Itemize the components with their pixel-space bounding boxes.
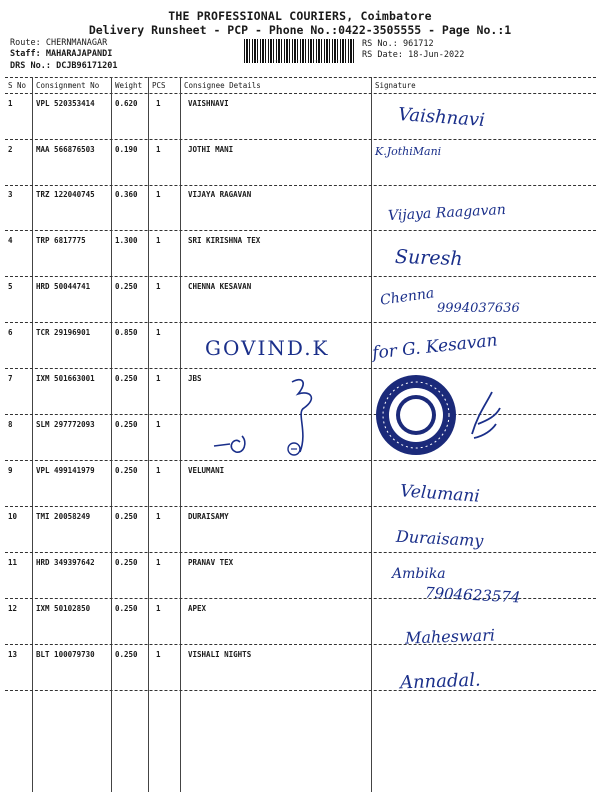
row-pcs: 1 bbox=[156, 190, 161, 199]
row-weight: 0.250 bbox=[115, 420, 138, 429]
row-consignment-no: BLT 100079730 bbox=[36, 650, 95, 659]
row-consignee: JOTHI MANI bbox=[188, 145, 234, 154]
row-sno: 8 bbox=[8, 420, 13, 429]
row-sno: 5 bbox=[8, 282, 13, 291]
row-pcs: 1 bbox=[156, 236, 161, 245]
rs-date-line: RS Date: 18-Jun-2022 bbox=[362, 50, 465, 60]
row-weight: 0.250 bbox=[115, 282, 138, 291]
row-consignee: SRI KIRISHNA TEX bbox=[188, 236, 261, 245]
runsheet-subtitle: Delivery Runsheet - PCP - Phone No.:0422-3505555 - Page No.:1 bbox=[88, 23, 512, 37]
row-pcs: 1 bbox=[156, 558, 161, 567]
row-pcs: 1 bbox=[156, 145, 161, 154]
row-consignment-no: VPL 499141979 bbox=[36, 466, 95, 475]
handwritten-signature: for G. Kesavan bbox=[371, 330, 499, 364]
row-consignment-no: HRD 50044741 bbox=[36, 282, 91, 291]
row-separator bbox=[5, 644, 596, 645]
row-consignment-no: TCR 29196901 bbox=[36, 328, 91, 337]
row-pcs: 1 bbox=[156, 328, 161, 337]
row-consignment-no: VPL 520353414 bbox=[36, 99, 95, 108]
row-sno: 6 bbox=[8, 328, 13, 337]
handwritten-signature: Chenna bbox=[379, 285, 436, 309]
route-value: CHERNMANAGAR bbox=[45, 38, 108, 48]
route-line: Route: CHERNMANAGAR bbox=[10, 38, 108, 48]
handwritten-name: GOVIND.K bbox=[205, 336, 330, 360]
rs-no-value: 961712 bbox=[402, 39, 434, 49]
row-consignment-no: MAA 566876503 bbox=[36, 145, 95, 154]
row-weight: 0.190 bbox=[115, 145, 138, 154]
col-header-signature: Signature bbox=[375, 81, 416, 90]
staff-value: MAHARAJAPANDI bbox=[45, 49, 113, 59]
rs-date-value: 18-Jun-2022 bbox=[408, 50, 465, 60]
row-pcs: 1 bbox=[156, 512, 161, 521]
row-separator bbox=[5, 368, 596, 369]
row-sno: 1 bbox=[8, 99, 13, 108]
row-consignee: VISHALI NIGHTS bbox=[188, 650, 252, 659]
row-separator bbox=[5, 322, 596, 323]
row-separator bbox=[5, 139, 596, 140]
row-sno: 9 bbox=[8, 466, 13, 475]
row-separator bbox=[5, 552, 596, 553]
row-pcs: 1 bbox=[156, 420, 161, 429]
handwritten-phone: 9994037636 bbox=[437, 301, 520, 316]
row-sno: 11 bbox=[8, 558, 18, 567]
row-sno: 3 bbox=[8, 190, 13, 199]
handwritten-scribble bbox=[200, 372, 350, 472]
drs-line: DRS No.: DCJB96171201 bbox=[10, 61, 118, 71]
row-consignment-no: IXM 501663001 bbox=[36, 374, 95, 383]
row-sno: 13 bbox=[8, 650, 18, 659]
row-sno: 12 bbox=[8, 604, 18, 613]
row-weight: 0.250 bbox=[115, 604, 138, 613]
row-pcs: 1 bbox=[156, 99, 161, 108]
row-pcs: 1 bbox=[156, 466, 161, 475]
row-separator bbox=[5, 230, 596, 231]
rs-no-line: RS No.: 961712 bbox=[362, 39, 434, 49]
drs-value: DCJB96171201 bbox=[56, 61, 118, 71]
table-header-rule bbox=[5, 93, 596, 94]
handwritten-signature: Duraisamy bbox=[395, 526, 484, 551]
company-title: THE PROFESSIONAL COURIERS, Coimbatore bbox=[168, 9, 432, 23]
company-stamp-icon bbox=[374, 373, 458, 457]
row-separator bbox=[5, 276, 596, 277]
handwritten-signature: Ambika bbox=[392, 566, 446, 582]
col-header-consignee: Consignee Details bbox=[184, 81, 261, 90]
col-header-pcs: PCS bbox=[152, 81, 166, 90]
row-weight: 0.250 bbox=[115, 650, 138, 659]
row-weight: 0.620 bbox=[115, 99, 138, 108]
row-consignee: PRANAV TEX bbox=[188, 558, 234, 567]
row-weight: 0.250 bbox=[115, 374, 138, 383]
col-header-weight: Weight bbox=[115, 81, 143, 90]
row-separator bbox=[5, 690, 596, 691]
row-consignee: VIJAYA RAGAVAN bbox=[188, 190, 252, 199]
row-sno: 10 bbox=[8, 512, 18, 521]
row-consignment-no: SLM 297772093 bbox=[36, 420, 95, 429]
row-consignment-no: IXM 50102850 bbox=[36, 604, 91, 613]
row-consignment-no: TMI 20058249 bbox=[36, 512, 91, 521]
row-consignment-no: TRZ 122040745 bbox=[36, 190, 95, 199]
staff-line: Staff: MAHARAJAPANDI bbox=[10, 49, 113, 59]
row-sno: 4 bbox=[8, 236, 13, 245]
row-weight: 0.360 bbox=[115, 190, 138, 199]
handwritten-signature: Annadal. bbox=[399, 669, 481, 694]
row-consignment-no: HRD 349397642 bbox=[36, 558, 95, 567]
row-weight: 0.250 bbox=[115, 512, 138, 521]
row-separator bbox=[5, 185, 596, 186]
row-consignee: CHENNA KESAVAN bbox=[188, 282, 252, 291]
row-pcs: 1 bbox=[156, 650, 161, 659]
row-sno: 2 bbox=[8, 145, 13, 154]
row-sno: 7 bbox=[8, 374, 13, 383]
row-pcs: 1 bbox=[156, 374, 161, 383]
row-weight: 1.300 bbox=[115, 236, 138, 245]
col-header-consignment: Consignment No bbox=[36, 81, 100, 90]
row-consignee: JBS bbox=[188, 374, 202, 383]
row-separator bbox=[5, 506, 596, 507]
handwritten-signature: Suresh bbox=[394, 245, 463, 271]
row-consignee: VAISHNAVI bbox=[188, 99, 229, 108]
col-header-sno: S No bbox=[8, 81, 27, 90]
handwritten-signature: Vaishnavi bbox=[397, 103, 486, 132]
row-consignment-no: TRP 6817775 bbox=[36, 236, 86, 245]
handwritten-signature: K.JothiMani bbox=[375, 145, 442, 158]
handwritten-signature: Maheswari bbox=[404, 625, 496, 648]
handwritten-signature: Velumani bbox=[399, 481, 481, 507]
handwritten-initials bbox=[466, 384, 506, 444]
row-pcs: 1 bbox=[156, 604, 161, 613]
table-top-rule bbox=[5, 77, 596, 78]
handwritten-signature: Vijaya Raagavan bbox=[387, 201, 507, 225]
row-consignee: APEX bbox=[188, 604, 207, 613]
row-pcs: 1 bbox=[156, 282, 161, 291]
row-weight: 0.250 bbox=[115, 558, 138, 567]
row-weight: 0.250 bbox=[115, 466, 138, 475]
row-consignee: VELUMANI bbox=[188, 466, 225, 475]
barcode bbox=[244, 39, 356, 63]
handwritten-phone: 7904623574 bbox=[424, 583, 521, 607]
row-weight: 0.850 bbox=[115, 328, 138, 337]
row-consignee: DURAISAMY bbox=[188, 512, 229, 521]
